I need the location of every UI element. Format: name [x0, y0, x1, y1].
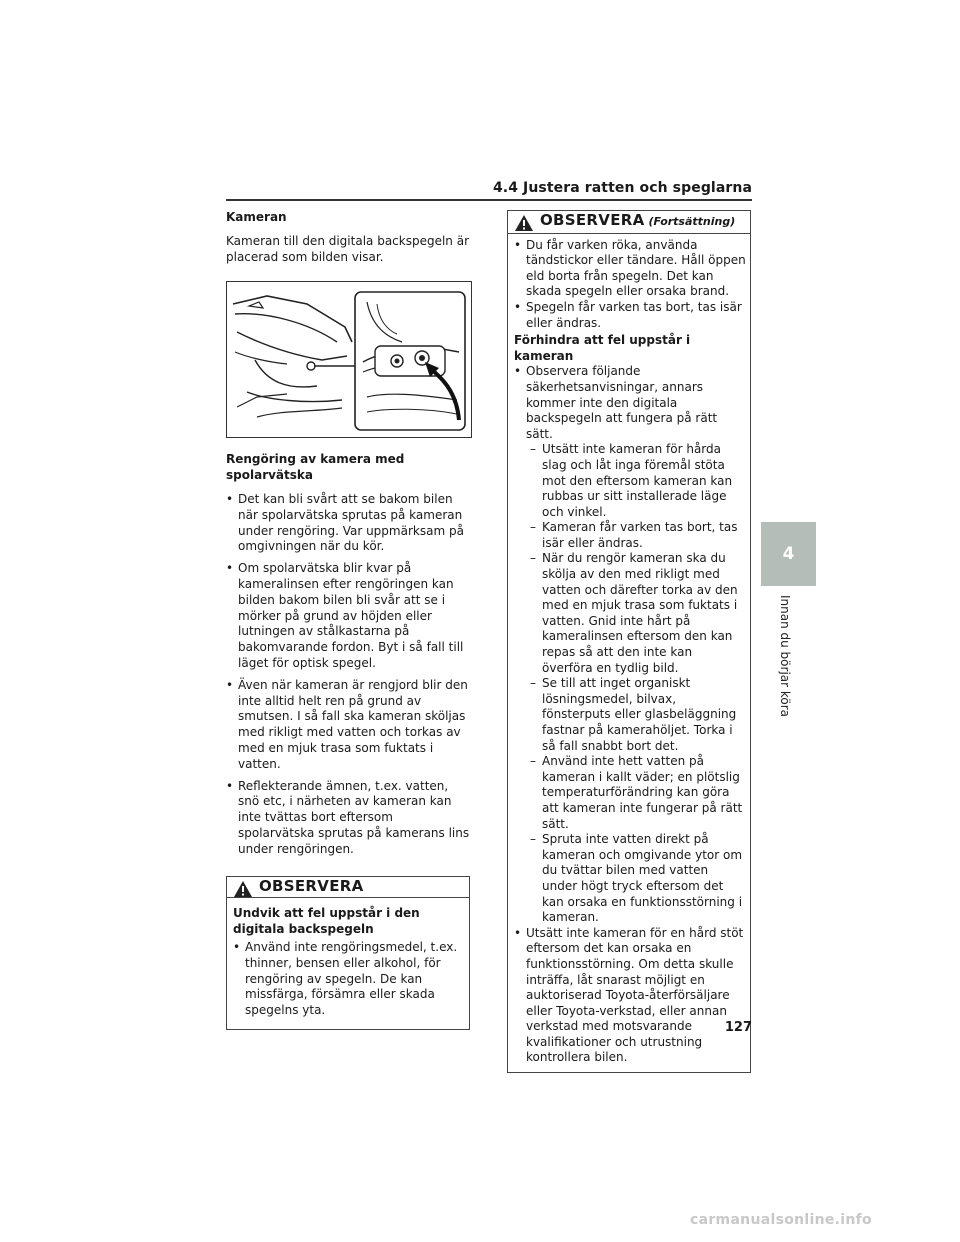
notice-title — [508, 211, 750, 234]
observe-text: Observera följande säkerhetsanvisningar, annars kommer inte den digitala backspegeln att fungera på rätt sätt. — [526, 364, 718, 441]
notice-box — [226, 876, 470, 1030]
section-header: 4.4 Justera ratten och speglarna — [492, 180, 752, 196]
list-item: • Spegeln får varken tas bort, tas isär eller ändras. — [514, 300, 746, 331]
dash-item: – Utsätt inte kameran för hårda slag och låt inga föremål stöta mot den eftersom kameran kan rubbas ur sitt installerade läge och vinkel. — [530, 442, 746, 520]
dash-item: – Kameran får varken tas bort, tas isär eller ändras. — [530, 520, 746, 551]
list-item: • Du får varken röka, använda tändstickor eller tändare. Håll öppen eld borta från spegeln. Det kan skada spegeln eller orsaka brand. — [514, 238, 746, 300]
camera-illustration — [226, 281, 472, 438]
notice-title-text: OBSERVERA — [259, 876, 364, 895]
warning-icon — [233, 880, 253, 898]
notice-heading: Undvik att fel uppstår i den digitala backspegeln — [233, 906, 420, 937]
list-item: • Utsätt inte kameran för en hård stöt eftersom det kan orsaka en funktionsstörning. Om detta skulle inträffa, låt snarast möjligt en auktoriserad Toyota-återförsäljare eller Toyota-verkstad, eller annan verkstad med motsvarande kvalifikationer och utrustning kontrollera bilen. — [514, 926, 746, 1066]
camera-heading: Kameran — [226, 210, 287, 224]
list-item: • Reflekterande ämnen, t.ex. vatten, snö etc, i närheten av kameran kan inte tvättas bort eftersom spolarvätska sprutas på kamerans lins under rengöringen. — [226, 779, 472, 858]
dash-item: – När du rengör kameran ska du skölja av den med rikligt med vatten och därefter torka av den med en mjuk trasa som fuktats i vatten. Gnid inte hårt på kameralinsen eftersom den kan repas så att den inte kan överföra en tydlig bild. — [530, 551, 746, 676]
dash-item: – Se till att inget organiskt lösningsmedel, bilvax, fönsterputs eller glasbeläggning fastnar på kamerahöljet. Torka i så fall snabbt bort det. — [530, 676, 746, 754]
notice-list — [233, 940, 463, 1019]
cleaning-heading: Rengöring av kamera med spolarvätska — [226, 452, 405, 483]
header-rule — [226, 199, 752, 201]
notice-list — [514, 238, 746, 332]
list-item: • Använd inte rengöringsmedel, t.ex. thinner, bensen eller alkohol, för rengöring av spegeln. De kan missfärga, försämra eller skada spegelns yta. — [233, 940, 463, 1019]
dash-item: – Använd inte hett vatten på kameran i kallt väder; en plötslig temperaturförändring kan göra att kameran inte fungerar på rätt sätt. — [530, 754, 746, 832]
chapter-tab[interactable] — [761, 522, 816, 586]
camera-fault-list — [514, 364, 746, 1066]
page-number: 127 — [724, 1020, 752, 1035]
notice-continued-box — [507, 210, 751, 1073]
dash-item: – Spruta inte vatten direkt på kameran och omgivande ytor om du tvättar bilen med vatten under högt tryck eftersom det kan orsaka en funktionsstörning i kameran. — [530, 832, 746, 926]
car-rear-camera-icon — [227, 282, 471, 437]
continued-label: (Fortsättning) — [648, 215, 736, 228]
notice-body — [227, 898, 469, 1029]
camera-fault-heading: Förhindra att fel uppstår i kameran — [514, 333, 691, 363]
list-item: • Det kan bli svårt att se bakom bilen när spolarvätska sprutas på kameran under rengöring. Var uppmärksam på omgivningen när du kör. — [226, 492, 472, 555]
camera-intro: Kameran till den digitala backspegeln är placerad som bilden visar. — [226, 233, 470, 264]
warning-icon — [514, 214, 534, 232]
chapter-number: 4 — [782, 544, 795, 564]
cleaning-list — [226, 492, 472, 858]
list-item: • Om spolarvätska blir kvar på kameralinsen efter rengöringen kan bilden bakom bilen bli svår att se i mörker på grund av höjden eller lutningen av stålkastarna på bakomvarande fordon. Byt i så fall till läget för optisk spegel. — [226, 561, 472, 672]
dash-list — [526, 442, 746, 925]
watermark[interactable]: carmanualsonline.info — [690, 1212, 872, 1228]
chapter-label: Innan du börjar köra — [778, 595, 792, 718]
list-item — [514, 364, 746, 925]
left-column — [226, 210, 472, 1030]
list-item: • Även när kameran är rengjord blir den inte alltid helt ren på grund av smutsen. I så fall ska kameran sköljas med rikligt med vatten och torkas av med en mjuk trasa som fuktats i vatten. — [226, 678, 472, 773]
notice-title — [227, 877, 469, 899]
notice-title-text: OBSERVERA — [540, 211, 645, 229]
notice-body — [508, 234, 750, 1072]
